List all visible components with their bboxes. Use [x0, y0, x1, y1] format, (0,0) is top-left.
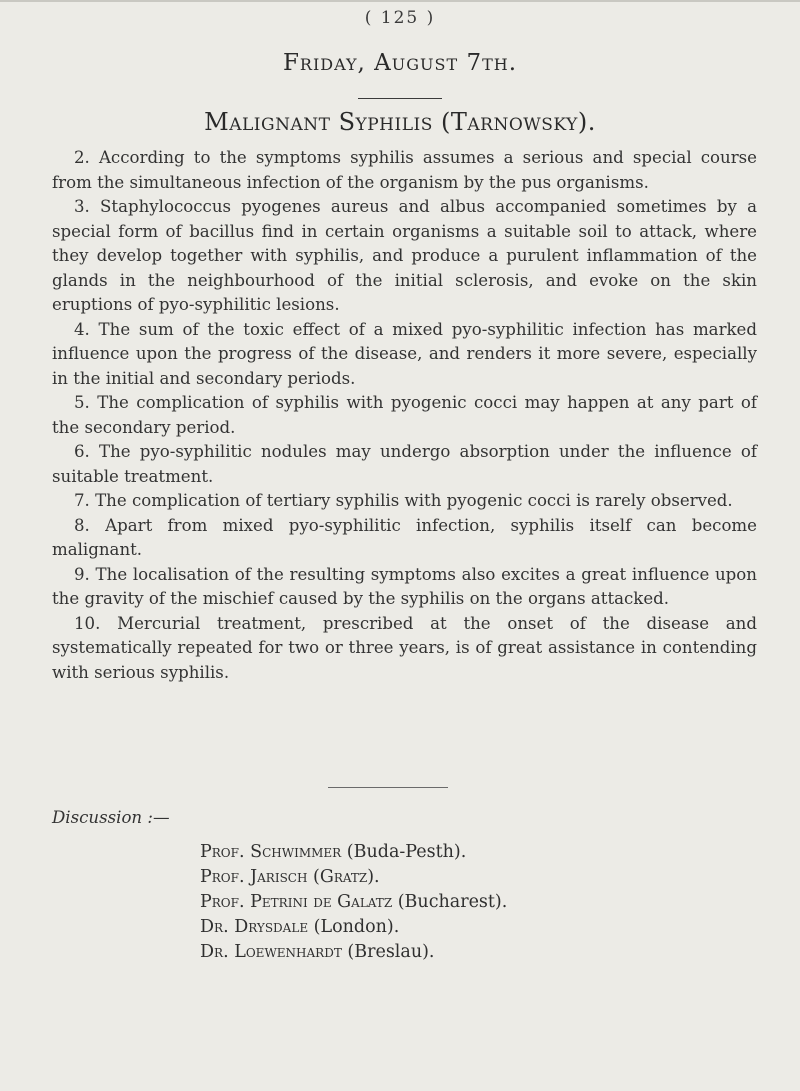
paragraph: 2. According to the symptoms syphilis assumes a serious and special course from the simultaneous infection of the organism by the pus organisms. [52, 148, 757, 192]
discussant-name: Jarisch [250, 867, 308, 887]
section-divider [328, 787, 448, 788]
discussant-place: (Breslau). [347, 942, 435, 962]
body-text [52, 146, 757, 685]
discussant-list [200, 840, 507, 965]
discussant-entry [200, 940, 507, 965]
discussant-title: Dr. [200, 917, 229, 937]
paragraph: 4. The sum of the toxic effect of a mixed pyo-syphilitic infection has marked influence upon the progress of the disease, and renders it more severe, especially in the initial and secondary periods. [52, 319, 757, 388]
paragraph: 5. The complication of syphilis with pyogenic cocci may happen at any part of the secondary period. [52, 393, 757, 437]
discussant-entry [200, 915, 507, 940]
discussant-place: (Bucharest). [397, 892, 508, 912]
discussant-title: Prof. [200, 842, 245, 862]
paragraph: 7. The complication of tertiary syphilis with pyogenic cocci is rarely observed. [74, 491, 733, 510]
page-number: ( 125 ) [364, 8, 436, 28]
discussion-label: Discussion :— [52, 808, 170, 827]
section-title: Malignant Syphilis (Tarnowsky). [204, 108, 596, 136]
paragraph: 8. Apart from mixed pyo-syphilitic infection, syphilis itself can become malignant. [52, 515, 757, 559]
discussant-place: (London). [313, 917, 400, 937]
discussant-name: Loewenhardt [234, 942, 342, 962]
discussant-name: Drysdale [234, 917, 309, 937]
date-heading: Friday, August 7th. [282, 50, 518, 76]
paragraph: 9. The localisation of the resulting symptoms also excites a great influence upon the gravity of the mischief caused by the syphilis on the organs attacked. [52, 564, 757, 608]
discussant-entry [200, 890, 507, 915]
paragraph: 10. Mercurial treatment, prescribed at the onset of the disease and systematically repeated for two or three years, is of great assistance in contending with serious syphilis. [52, 613, 757, 682]
paragraph: 6. The pyo-syphilitic nodules may undergo absorption under the influence of suitable treatment. [52, 442, 757, 486]
discussant-place: (Gratz). [313, 867, 380, 887]
discussant-name: Schwimmer [250, 842, 342, 862]
discussant-title: Dr. [200, 942, 229, 962]
discussant-name: Petrini de Galatz [250, 892, 393, 912]
discussant-entry [200, 840, 507, 865]
discussant-entry [200, 865, 507, 890]
discussant-title: Prof. [200, 892, 245, 912]
discussant-place: (Buda-Pesth). [346, 842, 467, 862]
heading-divider [358, 98, 442, 99]
paragraph: 3. Staphylococcus pyogenes aureus and albus accompanied sometimes by a special form of bacillus find in certain organisms a suitable soil to attack, where they develop together with syphilis, and produce a purulent inflammation of the glands in the neighbourhood of the initial sclerosis, and evoke on the skin eruptions of pyo-syphilitic lesions. [52, 197, 757, 314]
discussant-title: Prof. [200, 867, 245, 887]
